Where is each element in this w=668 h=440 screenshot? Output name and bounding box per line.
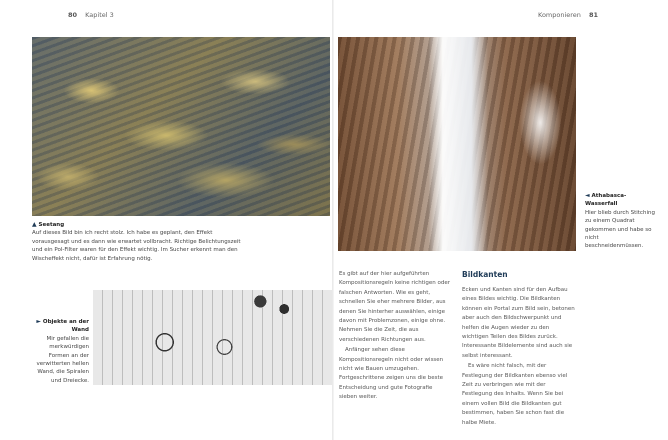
page-gutter xyxy=(332,0,334,440)
waterfall-caption-text: Hier blieb durch Stitching zu einem Quadrat gekommen und habe so nicht beschneidenmüssen. xyxy=(585,209,655,250)
waterfall-caption-title: ◄ Athabasca-Wasserfall xyxy=(585,192,627,208)
body-column-2 xyxy=(462,286,575,429)
right-page-number: 81 xyxy=(589,11,599,19)
triangle-up-icon: ▲ xyxy=(32,221,37,228)
seaweed-photo xyxy=(32,37,330,216)
wall-caption-title: ► Objekte an der Wand xyxy=(36,318,89,334)
seaweed-caption-title: ▲ Seetang xyxy=(32,221,65,228)
triangle-right-icon: ► xyxy=(36,318,41,325)
left-running-title: Kapitel 3 xyxy=(85,11,114,19)
waterfall-photo xyxy=(338,37,576,251)
body-paragraph: Es gibt auf der hier aufgeführten Kompositionsregeln keine richtigen oder falschen Antworten. Wie es geht, schnellen Sie eher mehrere Bilder, aus denen Sie hinterher auswählen, einige davon mit Problemzonen, einige ohne. Nehmen Sie die Zeit, die aus verschiedenen Richtungen aus. xyxy=(339,271,450,343)
body-column-1 xyxy=(339,270,452,404)
triangle-left-icon: ◄ xyxy=(585,192,590,199)
section-heading: Bildkanten xyxy=(462,270,508,279)
right-running-title: Komponieren xyxy=(538,11,581,19)
wall-objects-photo xyxy=(93,290,332,385)
body-paragraph: Es wäre nicht falsch, mit der Festlegung der Bildkanten ebenso viel Zeit zu verbringen wie mit der Festlegung des Inhalts. Wenn Sie bei einem vollen Bild die Bildkanten gut bestimmen, haben Sie schon fast die halbe Miete. xyxy=(462,363,568,426)
waterfall-caption xyxy=(585,192,655,251)
seaweed-caption-text: Auf dieses Bild bin ich recht stolz. Ich habe es geplant, den Effekt vorausgesagt und es dann wie erwartet vollbracht. Richtige Belichtungszeit und ein Pol-Filter waren für den Effekt wichtig. Im Sucher erkennt man den Wischeffekt nicht, dafür ist Erfahrung nötig. xyxy=(32,230,241,262)
body-paragraph: Ecken und Kanten sind für den Aufbau eines Bildes wichtig. Die Bildkanten können ein Portal zum Bild sein, betonen aber auch den Bildschwerpunkt und helfen die Augen wieder zu den wichtigen Teilen des Bildes zurück. Interessante Bildelemente sind auch sie selbst interessant. xyxy=(462,287,575,359)
left-page-number: 80 xyxy=(68,11,78,19)
right-page-header xyxy=(538,11,604,19)
left-page-header xyxy=(62,11,114,19)
wall-caption-text: Mir gefallen die merkwürdigen Formen an der verwitterten hellen Wand, die Spiralen und Dreiecke. xyxy=(36,335,89,384)
body-paragraph: Anfänger sehen diese Kompositionsregeln nicht oder wissen nicht wie Bauen umzugehen. Fortgeschrittene zeigen uns die beste Entscheidung und gute Fotografie sieben weiter. xyxy=(339,347,444,401)
wall-caption xyxy=(34,318,89,385)
seaweed-caption xyxy=(32,221,242,263)
